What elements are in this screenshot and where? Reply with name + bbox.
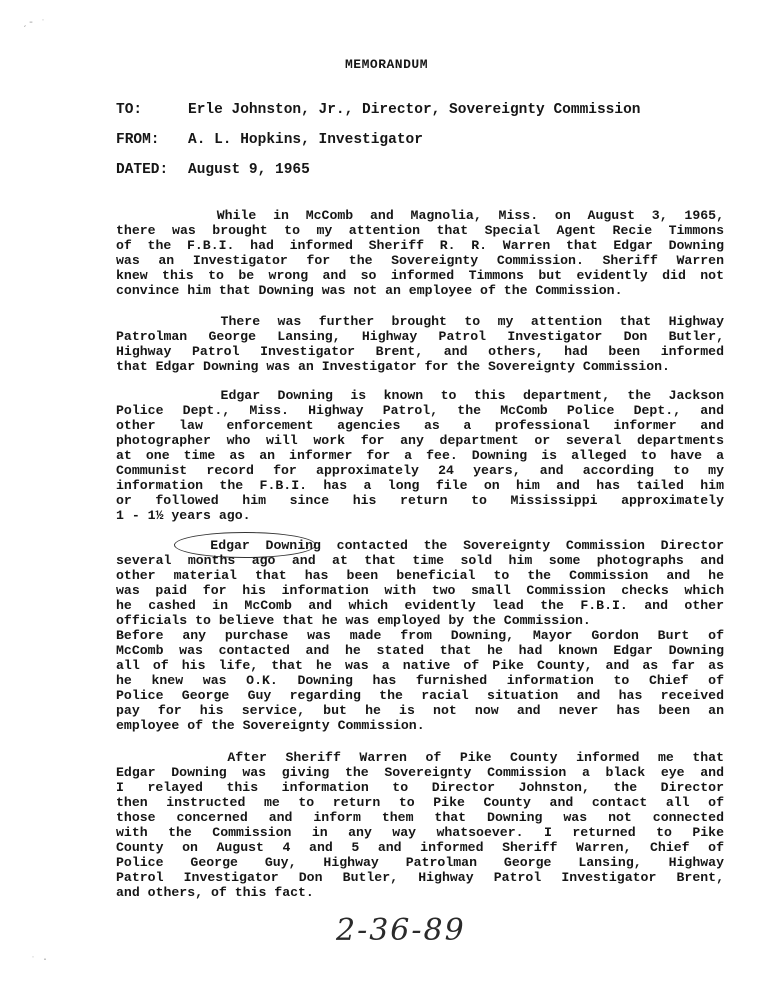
paragraph-1 bbox=[116, 208, 724, 298]
paragraph-line: or followed him since his return to Mississippi approximately bbox=[116, 493, 724, 508]
dated-value: August 9, 1965 bbox=[188, 162, 310, 178]
paragraph-line: After Sheriff Warren of Pike County informed me that bbox=[116, 750, 724, 765]
paragraph-line: Before any purchase was made from Downing, Mayor Gordon Burt of bbox=[116, 628, 724, 643]
paragraph-line: Highway Patrol Investigator Brent, and others, had been informed bbox=[116, 344, 724, 359]
paragraph-line: convince him that Downing was not an employee of the Commission. bbox=[116, 283, 623, 298]
paragraph-line: he knew was O.K. Downing has furnished information to Chief of bbox=[116, 673, 724, 688]
paragraph-line: McComb was contacted and he stated that he had known Edgar Downing bbox=[116, 643, 724, 658]
dated-line bbox=[116, 162, 310, 178]
paragraph-line: There was further brought to my attention that Highway bbox=[116, 314, 724, 329]
paragraph-line: Police Dept., Miss. Highway Patrol, the McComb Police Dept., and bbox=[116, 403, 724, 418]
paragraph-line: While in McComb and Magnolia, Miss. on August 3, 1965, bbox=[116, 208, 724, 223]
paragraph-line: information the F.B.I. has a long file on him and has tailed him bbox=[116, 478, 724, 493]
from-label: FROM: bbox=[116, 132, 160, 148]
scan-speck: ˏ‐ ˑ bbox=[22, 18, 47, 29]
paragraph-line: of the F.B.I. had informed Sheriff R. R. Warren that Edgar Downing bbox=[116, 238, 724, 253]
handwritten-number: 2-36-89 bbox=[336, 913, 466, 948]
paragraph-line: was an Investigator for the Sovereignty Commission. Sheriff Warren bbox=[116, 253, 724, 268]
paragraph-line: with the Commission in any way whatsoever. I returned to Pike bbox=[116, 825, 724, 840]
from-value: A. L. Hopkins, Investigator bbox=[188, 132, 423, 148]
paragraph-line: pay for his service, but he is not now and never has been an bbox=[116, 703, 724, 718]
scan-speck: ˑ · bbox=[30, 955, 49, 966]
paragraph-line: Communist record for approximately 24 years, and according to my bbox=[116, 463, 724, 478]
paragraph-line: and others, of this fact. bbox=[116, 885, 314, 900]
paragraph-line: I relayed this information to Director Johnston, the Director bbox=[116, 780, 724, 795]
paragraph-line: Edgar Downing was giving the Sovereignty Commission a black eye and bbox=[116, 765, 724, 780]
paragraph-line: was paid for his information with two small Commission checks which bbox=[116, 583, 724, 598]
dated-label: DATED: bbox=[116, 162, 169, 178]
paragraph-2 bbox=[116, 314, 724, 374]
paragraph-line: Edgar Downing is known to this department, the Jackson bbox=[116, 388, 724, 403]
paragraph-line: those concerned and inform them that Downing was not connected bbox=[116, 810, 724, 825]
to-value: Erle Johnston, Jr., Director, Sovereignty Commission bbox=[188, 102, 641, 118]
paragraph-line: other material that has been beneficial to the Commission and he bbox=[116, 568, 724, 583]
paragraph-line: knew this to be wrong and so informed Timmons but evidently did not bbox=[116, 268, 724, 283]
paragraph-line: Police George Guy, Highway Patrolman George Lansing, Highway bbox=[116, 855, 724, 870]
paragraph-line: Police George Guy regarding the racial situation and has received bbox=[116, 688, 724, 703]
to-label: TO: bbox=[116, 102, 143, 118]
from-line bbox=[116, 132, 423, 148]
paragraph-line: Patrolman George Lansing, Highway Patrol Investigator Don Butler, bbox=[116, 329, 724, 344]
paragraph-line: County on August 4 and 5 and informed Sheriff Warren, Chief of bbox=[116, 840, 724, 855]
paragraph-line: officials to believe that he was employed by the Commission. bbox=[116, 613, 591, 628]
paragraph-line: all of his life, that he was a native of Pike County, and as far as bbox=[116, 658, 724, 673]
paragraph-line: he cashed in McComb and which evidently lead the F.B.I. and other bbox=[116, 598, 724, 613]
paragraph-line: Patrol Investigator Don Butler, Highway Patrol Investigator Brent, bbox=[116, 870, 724, 885]
paragraph-line: 1 - 1½ years ago. bbox=[116, 508, 251, 523]
paragraph-line: photographer who will work for any department or several departments bbox=[116, 433, 724, 448]
memo-title: MEMORANDUM bbox=[344, 57, 428, 72]
paragraph-3 bbox=[116, 388, 724, 523]
paragraph-4 bbox=[116, 538, 724, 733]
paragraph-line: several months ago and at that time sold him some photographs and bbox=[116, 553, 724, 568]
paragraph-line: at one time as an informer for a fee. Downing is alleged to have a bbox=[116, 448, 724, 463]
paragraph-5 bbox=[116, 750, 724, 900]
paragraph-line: that Edgar Downing was an Investigator for the Sovereignty Commission. bbox=[116, 359, 670, 374]
paragraph-line: then instructed me to return to Pike County and contact all of bbox=[116, 795, 724, 810]
paragraph-line: Edgar Downing contacted the Sovereignty Commission Director bbox=[116, 538, 724, 553]
paragraph-line: there was brought to my attention that Special Agent Recie Timmons bbox=[116, 223, 724, 238]
paragraph-line: other law enforcement agencies as a professional informer and bbox=[116, 418, 724, 433]
paragraph-line: employee of the Sovereignty Commission. bbox=[116, 718, 425, 733]
to-line bbox=[116, 102, 640, 118]
